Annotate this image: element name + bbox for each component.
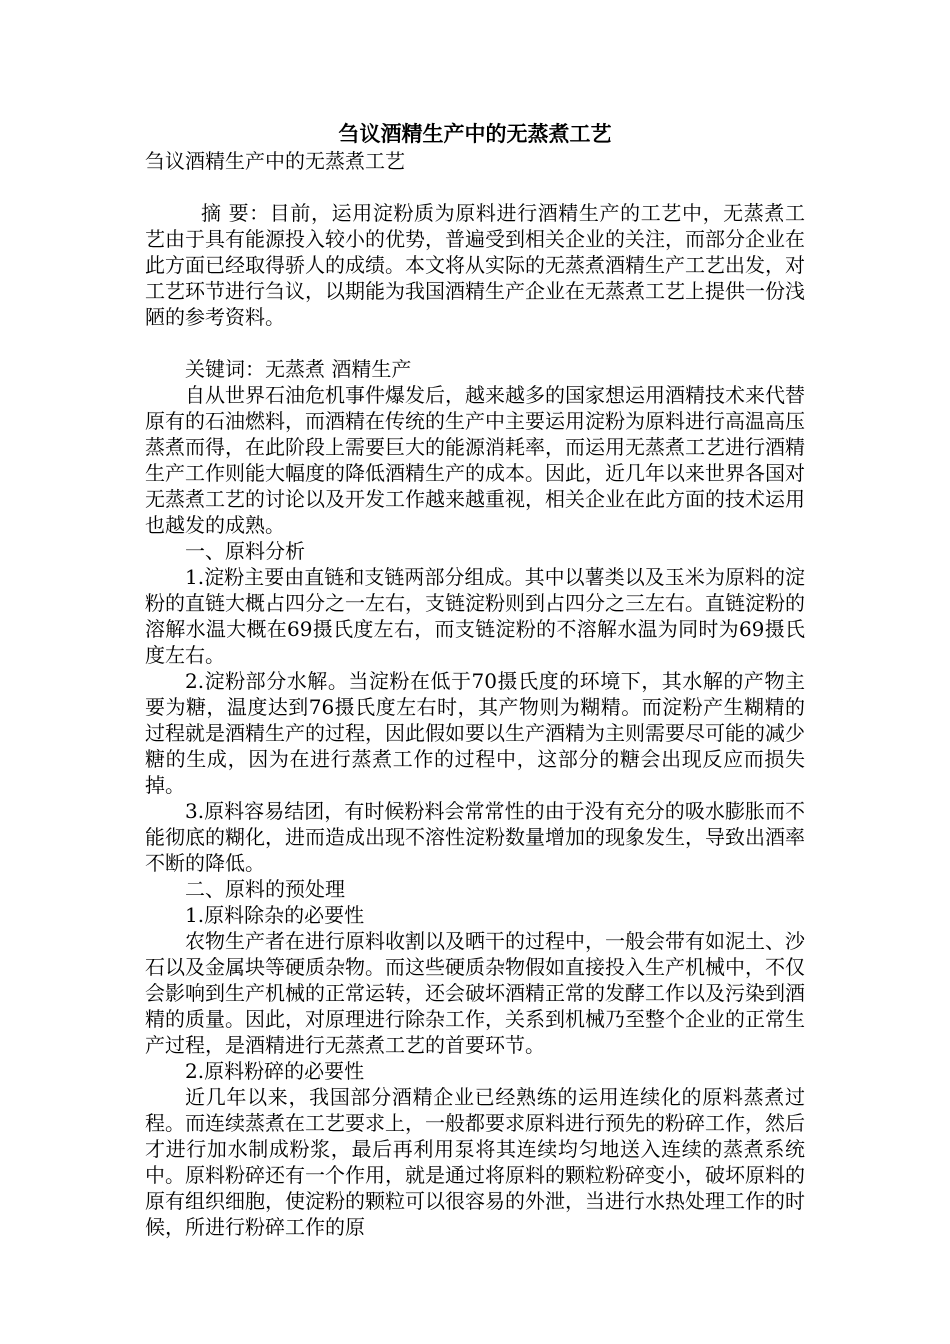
- section-heading-1: 一、原料分析: [185, 539, 305, 563]
- section1-paragraph-3: 3.原料容易结团，有时候粉料会常常性的由于没有充分的吸水膨胀而不能彻底的糊化，进而造成出现不溶性淀粉数量增加的现象发生，导致出酒率不断的降低。: [145, 799, 805, 875]
- document-subtitle: 刍议酒精生产中的无蒸煮工艺: [145, 149, 405, 173]
- section1-paragraph-1: 1.淀粉主要由直链和支链两部分组成。其中以薯类以及玉米为原料的淀粉的直链大概占四分之一左右，支链淀粉则到占四分之三左右。直链淀粉的溶解水温大概在69摄氏度左右，而支链淀粉的不溶解水温为同时为69摄氏度左右。: [145, 565, 805, 667]
- keywords-line: 关键词：无蒸煮 酒精生产: [185, 357, 412, 381]
- subsection-heading-1: 1.原料除杂的必要性: [185, 903, 365, 927]
- section1-paragraph-2: 2.淀粉部分水解。当淀粉在低于70摄氏度的环境下，其水解的产物主要为糖，温度达到76摄氏度左右时，其产物则为糊精。而淀粉产生糊精的过程就是酒精生产的过程，因此假如要以生产酒精为主则需要尽可能的减少糖的生成，因为在进行蒸煮工作的过程中，这部分的糖会出现反应而损失掉。: [145, 669, 805, 797]
- blank-line: [145, 174, 805, 200]
- abstract-paragraph: 摘 要：目前，运用淀粉质为原料进行酒精生产的工艺中，无蒸煮工艺由于具有能源投入较小的优势，普遍受到相关企业的关注，而部分企业在此方面已经取得骄人的成绩。本文将从实际的无蒸煮酒精生产工艺出发，对工艺环节进行刍议，以期能为我国酒精生产企业在无蒸煮工艺上提供一份浅陋的参考资料。: [145, 201, 805, 329]
- intro-paragraph: 自从世界石油危机事件爆发后，越来越多的国家想运用酒精技术来代替原有的石油燃料，而酒精在传统的生产中主要运用淀粉为原料进行高温高压蒸煮而得，在此阶段上需要巨大的能源消耗率，而运用无蒸煮工艺进行酒精生产工作则能大幅度的降低酒精生产的成本。因此，近几年以来世界各国对无蒸煮工艺的讨论以及开发工作越来越重视，相关企业在此方面的技术运用也越发的成熟。: [145, 383, 805, 537]
- document-body: [145, 120, 805, 1240]
- section2-paragraph-2: 近几年以来，我国部分酒精企业已经熟练的运用连续化的原料蒸煮过程。而连续蒸煮在工艺要求上，一般都要求原料进行预先的粉碎工作，然后才进行加水制成粉浆，最后再利用泵将其连续均匀地送入连续的蒸煮系统中。原料粉碎还有一个作用，就是通过将原料的颗粒粉碎变小，破坏原料的原有组织细胞，使淀粉的颗粒可以很容易的外泄，当进行水热处理工作的时候，所进行粉碎工作的原: [145, 1085, 805, 1239]
- section-heading-2: 二、原料的预处理: [185, 877, 345, 901]
- document-title: 刍议酒精生产中的无蒸煮工艺: [338, 121, 612, 146]
- subsection-heading-2: 2.原料粉碎的必要性: [185, 1059, 365, 1083]
- section2-paragraph-1: 农物生产者在进行原料收割以及晒干的过程中，一般会带有如泥土、沙石以及金属块等硬质杂物。而这些硬质杂物假如直接投入生产机械中，不仅会影响到生产机械的正常运转，还会破坏酒精正常的发酵工作以及污染到酒精的质量。因此，对原理进行除杂工作，关系到机械乃至整个企业的正常生产过程，是酒精进行无蒸煮工艺的首要环节。: [145, 929, 805, 1057]
- blank-line: [145, 330, 805, 356]
